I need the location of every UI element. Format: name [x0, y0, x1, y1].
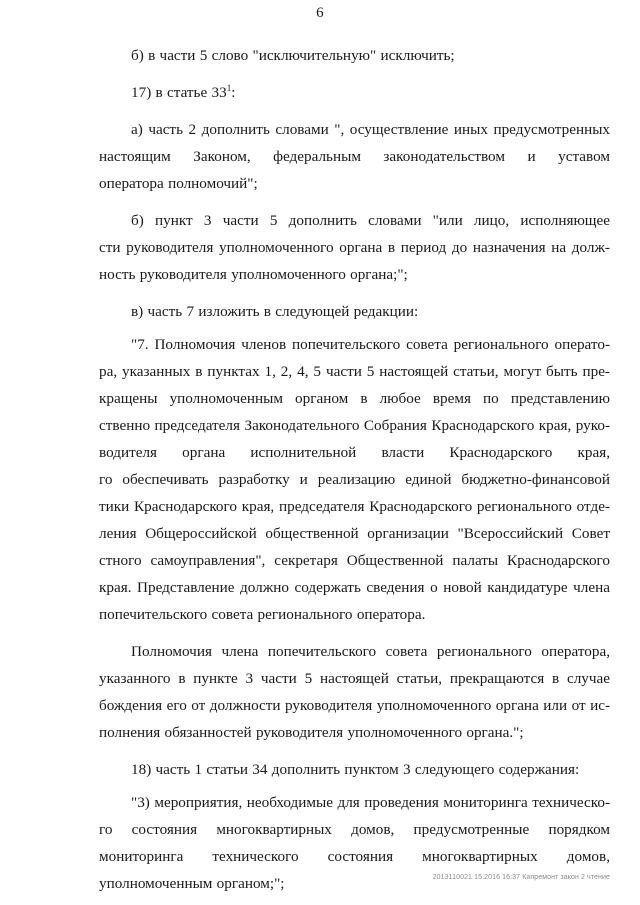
text-line: б) в части 5 слово "исключительную" исключить; — [131, 47, 455, 64]
text-line: стного самоуправления", секретаря Общественной палаты Краснодарского — [99, 552, 610, 569]
text-line: ность руководителя уполномоченного органа;"; — [99, 266, 408, 283]
text-line: настоящим Законом, федеральным законодательством и уставом — [99, 148, 610, 165]
document-body — [99, 42, 610, 897]
text-span: 17) в статье 33 — [131, 84, 227, 101]
article-heading-line — [99, 79, 610, 106]
text-line: тики Краснодарского края, председателя Краснодарского регионального отде- — [99, 498, 610, 515]
footer-file-stamp: 2013110021 15.2016 16:37 Капремонт закон 2 чтение — [432, 874, 610, 881]
text-line: ственно председателя Законодательного Собрания Краснодарского края, руко- — [99, 417, 610, 434]
text-line: го состояния многоквартирных домов, предусмотренные порядком — [99, 821, 610, 838]
text-line: бождения его от должности руководителя уполномоченного органа или от ис- — [99, 697, 610, 714]
text-line: края. Представление должно содержать сведения о новой кандидатуре члена — [99, 579, 610, 596]
text-line: мониторинга технического состояния многоквартирных домов, — [99, 848, 610, 865]
text-line: го обеспечивать разработку и реализацию единой бюджетно-финансовой — [99, 471, 610, 488]
text-line: сти руководителя уполномоченного органа в период до назначения на долж- — [99, 239, 610, 256]
text-line: Полномочия члена попечительского совета регионального оператора, — [131, 643, 610, 660]
text-line: кращены уполномоченным органом в любое время по представлению — [99, 390, 610, 407]
page-number: 6 — [316, 5, 324, 21]
superscript: 1 — [226, 83, 232, 93]
text-line: "7. Полномочия членов попечительского совета регионального операто- — [131, 336, 610, 353]
text-line: оператора полномочий"; — [99, 175, 258, 192]
text-line: ления Общероссийской общественной организации "Всероссийский Совет — [99, 525, 610, 542]
text-span: : — [231, 84, 236, 101]
text-line: ра, указанных в пунктах 1, 2, 4, 5 части 5 настоящей статьи, могут быть пре- — [99, 363, 610, 380]
text-line: а) часть 2 дополнить словами ", осуществление иных предусмотренных — [131, 121, 610, 138]
text-line: указанного в пункте 3 части 5 настоящей статьи, прекращаются в случае — [99, 670, 610, 687]
text-line: 18) часть 1 статьи 34 дополнить пунктом 3 следующего содержания: — [131, 761, 580, 778]
text-line: в) часть 7 изложить в следующей редакции: — [131, 303, 419, 320]
text-line: б) пункт 3 части 5 дополнить словами "или лицо, исполняющее — [131, 212, 610, 229]
text-line: водителя органа исполнительной власти Краснодарского края, — [99, 444, 610, 461]
text-line: "3) мероприятия, необходимые для проведения мониторинга техническо- — [131, 794, 610, 811]
text-line: уполномоченным органом;"; — [99, 875, 285, 892]
text-line: полнения обязанностей руководителя уполномоченного органа."; — [99, 724, 524, 741]
text-line: попечительского совета регионального оператора. — [99, 606, 426, 623]
